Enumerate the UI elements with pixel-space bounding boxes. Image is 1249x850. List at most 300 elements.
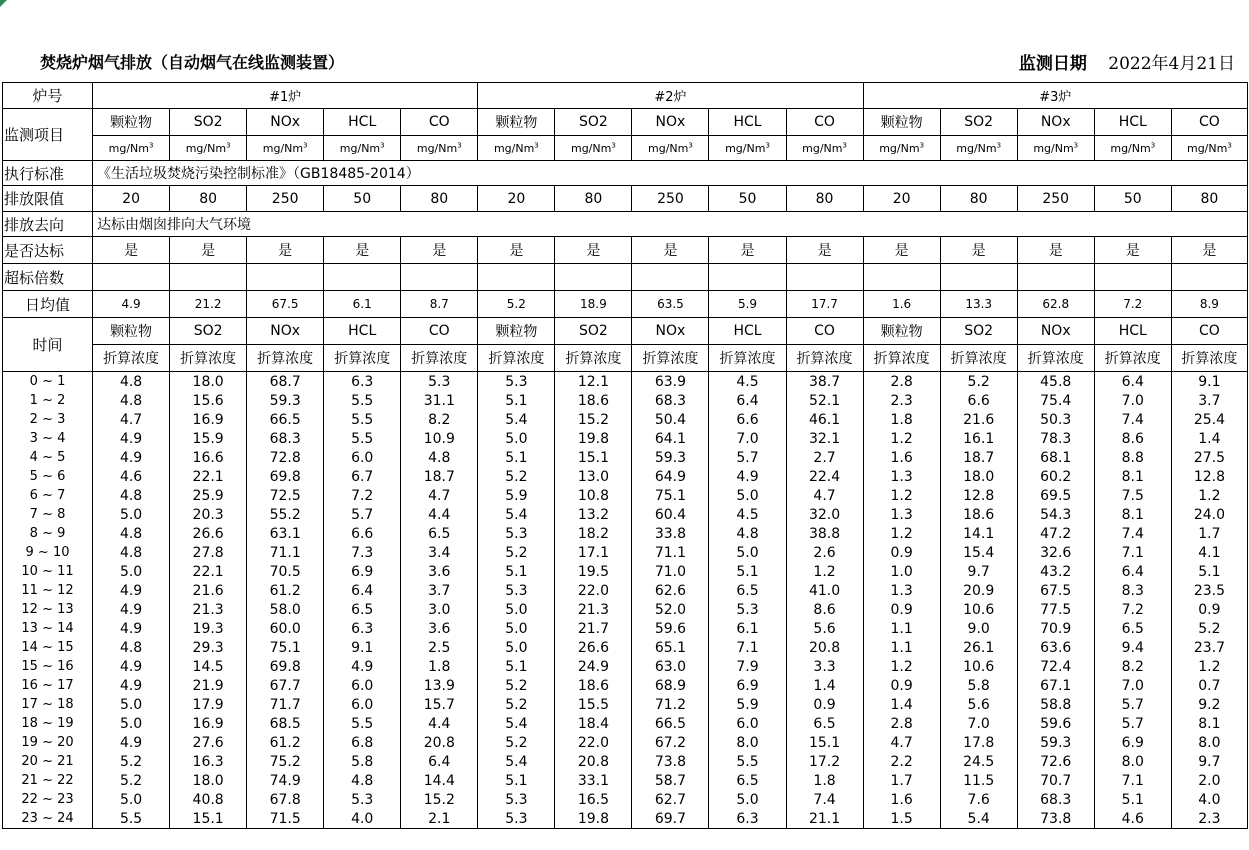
conc-value: 13.0 xyxy=(555,467,632,486)
unit-superscript: 3 xyxy=(842,140,847,149)
conc-value: 1.7 xyxy=(1171,524,1247,543)
furnace-label: 炉号 xyxy=(3,83,93,109)
unit-text: mg/Nm xyxy=(262,141,304,155)
unit-superscript: 3 xyxy=(380,140,385,149)
conc-value: 5.2 xyxy=(478,543,555,562)
data-row xyxy=(3,448,1248,467)
conc-value: 1.2 xyxy=(863,486,940,505)
unit-text: mg/Nm xyxy=(802,141,843,155)
conc-value: 41.0 xyxy=(786,581,863,600)
conc-value: 26.6 xyxy=(170,524,247,543)
conc-value: 4.4 xyxy=(401,505,478,524)
time-range: 8 ~ 9 xyxy=(3,524,93,543)
conc-value: 60.4 xyxy=(632,505,709,524)
emission-table xyxy=(2,82,1248,829)
daily-avg-value: 6.1 xyxy=(324,291,401,318)
conc-value: 5.5 xyxy=(324,714,401,733)
exceed-value xyxy=(478,264,555,291)
conc-value: 7.1 xyxy=(1094,543,1171,562)
conc-value: 15.2 xyxy=(401,790,478,809)
date-label: 监测日期 xyxy=(1018,54,1087,74)
conc-value: 8.2 xyxy=(401,410,478,429)
conc-value: 20.3 xyxy=(170,505,247,524)
conc-value: 71.7 xyxy=(247,695,324,714)
conc-value: 4.9 xyxy=(93,448,170,467)
conc-value: 23.7 xyxy=(1171,638,1247,657)
conc-value: 8.1 xyxy=(1094,505,1171,524)
conc-value: 5.0 xyxy=(93,695,170,714)
conc-value: 4.8 xyxy=(324,771,401,790)
conc-value: 6.0 xyxy=(324,695,401,714)
conc-value: 17.1 xyxy=(555,543,632,562)
conc-value: 21.3 xyxy=(170,600,247,619)
conc-value: 1.2 xyxy=(1171,657,1247,676)
conc-value: 9.1 xyxy=(324,638,401,657)
date-value: 2022年4月21日 xyxy=(1108,54,1235,74)
unit-cell xyxy=(478,136,555,161)
conc-value: 7.1 xyxy=(709,638,786,657)
lower-pollutant-header: 颗粒物 xyxy=(863,318,940,345)
conc-value: 5.5 xyxy=(324,391,401,410)
unit-cell xyxy=(632,136,709,161)
conc-value: 0.7 xyxy=(1171,676,1247,695)
conc-value: 4.8 xyxy=(93,372,170,392)
compliant-value: 是 xyxy=(478,237,555,264)
conc-value: 0.9 xyxy=(786,695,863,714)
conc-value: 5.1 xyxy=(1171,562,1247,581)
lower-pollutant-row xyxy=(3,318,1248,345)
limit-value: 50 xyxy=(1094,186,1171,212)
exceed-value xyxy=(401,264,478,291)
time-range: 6 ~ 7 xyxy=(3,486,93,505)
conc-value: 16.1 xyxy=(940,429,1017,448)
conc-value: 5.1 xyxy=(478,771,555,790)
data-row xyxy=(3,372,1248,392)
conc-value: 15.6 xyxy=(170,391,247,410)
conc-value: 71.1 xyxy=(632,543,709,562)
conc-value: 4.9 xyxy=(93,733,170,752)
compliant-value: 是 xyxy=(170,237,247,264)
conc-value: 68.9 xyxy=(632,676,709,695)
conc-value: 1.2 xyxy=(786,562,863,581)
conc-label: 折算浓度 xyxy=(632,345,709,372)
time-range: 21 ~ 22 xyxy=(3,771,93,790)
conc-value: 26.6 xyxy=(555,638,632,657)
unit-row xyxy=(3,136,1248,161)
conc-value: 5.7 xyxy=(709,448,786,467)
conc-value: 29.3 xyxy=(170,638,247,657)
conc-value: 70.9 xyxy=(1017,619,1094,638)
conc-value: 4.7 xyxy=(93,410,170,429)
conc-value: 69.8 xyxy=(247,657,324,676)
conc-value: 2.3 xyxy=(1171,809,1247,829)
conc-value: 2.8 xyxy=(863,372,940,392)
conc-value: 16.3 xyxy=(170,752,247,771)
furnace-2-header: #2炉 xyxy=(478,83,863,109)
daily-avg-value: 13.3 xyxy=(940,291,1017,318)
conc-label: 折算浓度 xyxy=(940,345,1017,372)
conc-value: 1.6 xyxy=(863,790,940,809)
unit-superscript: 3 xyxy=(765,140,770,149)
conc-value: 5.0 xyxy=(93,714,170,733)
unit-superscript: 3 xyxy=(996,140,1002,149)
conc-label: 折算浓度 xyxy=(786,345,863,372)
conc-value: 75.2 xyxy=(247,752,324,771)
exceed-value xyxy=(170,264,247,291)
lower-pollutant-header: NOx xyxy=(632,318,709,345)
conc-value: 5.4 xyxy=(478,505,555,524)
conc-value: 5.5 xyxy=(709,752,786,771)
conc-value: 5.0 xyxy=(478,600,555,619)
daily-avg-value: 5.9 xyxy=(709,291,786,318)
conc-value: 2.6 xyxy=(786,543,863,562)
conc-value: 67.5 xyxy=(1017,581,1094,600)
time-range: 17 ~ 18 xyxy=(3,695,93,714)
unit-text: mg/Nm xyxy=(1033,141,1074,155)
exceed-value xyxy=(632,264,709,291)
conc-value: 10.6 xyxy=(940,657,1017,676)
unit-text: mg/Nm xyxy=(416,141,458,155)
unit-superscript: 3 xyxy=(919,140,925,149)
conc-value: 4.6 xyxy=(1094,809,1171,829)
time-range: 20 ~ 21 xyxy=(3,752,93,771)
conc-value: 64.9 xyxy=(632,467,709,486)
conc-value: 6.5 xyxy=(1094,619,1171,638)
conc-value: 1.3 xyxy=(863,505,940,524)
conc-value: 1.2 xyxy=(863,657,940,676)
conc-value: 50.3 xyxy=(1017,410,1094,429)
conc-value: 1.4 xyxy=(863,695,940,714)
data-row xyxy=(3,638,1248,657)
conc-label: 折算浓度 xyxy=(324,345,401,372)
conc-value: 1.8 xyxy=(863,410,940,429)
exceed-value xyxy=(1094,264,1171,291)
conc-value: 16.9 xyxy=(170,714,247,733)
conc-value: 5.0 xyxy=(709,486,786,505)
daily-avg-value: 17.7 xyxy=(786,291,863,318)
conc-value: 6.6 xyxy=(709,410,786,429)
conc-value: 58.7 xyxy=(632,771,709,790)
conc-value: 7.3 xyxy=(324,543,401,562)
pollutant-header: 颗粒物 xyxy=(863,109,940,136)
conc-label: 折算浓度 xyxy=(1171,345,1247,372)
conc-value: 69.8 xyxy=(247,467,324,486)
conc-value: 6.0 xyxy=(709,714,786,733)
conc-value: 5.0 xyxy=(93,562,170,581)
conc-value: 5.6 xyxy=(786,619,863,638)
conc-value: 5.0 xyxy=(709,543,786,562)
conc-value: 0.9 xyxy=(1171,600,1247,619)
unit-text: mg/Nm xyxy=(185,141,227,155)
compliant-value: 是 xyxy=(632,237,709,264)
conc-value: 18.0 xyxy=(170,372,247,392)
conc-value: 4.1 xyxy=(1171,543,1247,562)
conc-value: 4.8 xyxy=(93,486,170,505)
conc-value: 18.2 xyxy=(555,524,632,543)
exceed-value xyxy=(1017,264,1094,291)
exceed-value xyxy=(247,264,324,291)
compliant-value: 是 xyxy=(324,237,401,264)
conc-value: 7.4 xyxy=(1094,524,1171,543)
conc-value: 64.1 xyxy=(632,429,709,448)
cell-corner-marker xyxy=(0,0,7,7)
conc-value: 6.4 xyxy=(401,752,478,771)
conc-value: 1.4 xyxy=(1171,429,1247,448)
conc-value: 15.1 xyxy=(786,733,863,752)
conc-value: 8.6 xyxy=(1094,429,1171,448)
conc-value: 73.8 xyxy=(632,752,709,771)
conc-value: 1.2 xyxy=(1171,486,1247,505)
conc-value: 9.1 xyxy=(1171,372,1247,392)
conc-value: 68.3 xyxy=(247,429,324,448)
pollutant-header: SO2 xyxy=(170,109,247,136)
conc-value: 5.5 xyxy=(324,410,401,429)
pollutant-header: CO xyxy=(401,109,478,136)
conc-value: 16.5 xyxy=(555,790,632,809)
conc-value: 20.8 xyxy=(401,733,478,752)
compliant-value: 是 xyxy=(940,237,1017,264)
conc-value: 5.3 xyxy=(478,790,555,809)
conc-value: 4.8 xyxy=(93,524,170,543)
conc-value: 59.3 xyxy=(632,448,709,467)
conc-value: 59.6 xyxy=(1017,714,1094,733)
conc-value: 78.3 xyxy=(1017,429,1094,448)
conc-value: 5.4 xyxy=(478,410,555,429)
data-row xyxy=(3,619,1248,638)
pollutant-header: CO xyxy=(1171,109,1247,136)
conc-value: 22.4 xyxy=(786,467,863,486)
unit-text: mg/Nm xyxy=(570,141,612,155)
conc-value: 4.9 xyxy=(93,429,170,448)
conc-value: 4.9 xyxy=(324,657,401,676)
exceed-value xyxy=(555,264,632,291)
conc-value: 5.1 xyxy=(1094,790,1171,809)
conc-value: 13.9 xyxy=(401,676,478,695)
unit-cell xyxy=(401,136,478,161)
conc-value: 5.4 xyxy=(940,809,1017,829)
conc-value: 16.6 xyxy=(170,448,247,467)
conc-value: 6.5 xyxy=(401,524,478,543)
conc-label: 折算浓度 xyxy=(478,345,555,372)
conc-value: 5.7 xyxy=(324,505,401,524)
time-range: 5 ~ 6 xyxy=(3,467,93,486)
conc-value: 2.7 xyxy=(786,448,863,467)
conc-value: 68.3 xyxy=(1017,790,1094,809)
conc-value: 8.0 xyxy=(709,733,786,752)
conc-value: 4.6 xyxy=(93,467,170,486)
compliant-label: 是否达标 xyxy=(3,237,93,264)
conc-value: 63.6 xyxy=(1017,638,1094,657)
monitoring-date xyxy=(1019,49,1235,74)
conc-value: 15.7 xyxy=(401,695,478,714)
conc-value: 6.6 xyxy=(940,391,1017,410)
time-range: 10 ~ 11 xyxy=(3,562,93,581)
conc-value: 2.5 xyxy=(401,638,478,657)
conc-label: 折算浓度 xyxy=(247,345,324,372)
conc-value: 7.5 xyxy=(1094,486,1171,505)
conc-value: 66.5 xyxy=(247,410,324,429)
conc-value: 69.5 xyxy=(1017,486,1094,505)
conc-value: 18.6 xyxy=(555,391,632,410)
conc-value: 3.7 xyxy=(1171,391,1247,410)
conc-value: 2.0 xyxy=(1171,771,1247,790)
conc-value: 5.2 xyxy=(1171,619,1247,638)
conc-value: 14.4 xyxy=(401,771,478,790)
pollutant-header: SO2 xyxy=(940,109,1017,136)
unit-cell xyxy=(709,136,786,161)
conc-value: 67.1 xyxy=(1017,676,1094,695)
pollutant-header: NOx xyxy=(1017,109,1094,136)
unit-cell xyxy=(170,136,247,161)
conc-value: 62.6 xyxy=(632,581,709,600)
exceed-value xyxy=(863,264,940,291)
conc-label: 折算浓度 xyxy=(170,345,247,372)
conc-value: 60.0 xyxy=(247,619,324,638)
conc-value: 4.0 xyxy=(1171,790,1247,809)
unit-cell xyxy=(863,136,940,161)
conc-value: 1.8 xyxy=(786,771,863,790)
conc-value: 21.1 xyxy=(786,809,863,829)
conc-value: 67.2 xyxy=(632,733,709,752)
compliant-value: 是 xyxy=(786,237,863,264)
conc-value: 20.9 xyxy=(940,581,1017,600)
conc-value: 58.0 xyxy=(247,600,324,619)
unit-superscript: 3 xyxy=(534,140,539,149)
conc-value: 5.0 xyxy=(478,619,555,638)
compliant-value: 是 xyxy=(863,237,940,264)
data-row xyxy=(3,714,1248,733)
unit-text: mg/Nm xyxy=(956,141,997,155)
data-row xyxy=(3,543,1248,562)
compliant-value: 是 xyxy=(1017,237,1094,264)
conc-value: 65.1 xyxy=(632,638,709,657)
conc-value: 1.8 xyxy=(401,657,478,676)
time-range: 4 ~ 5 xyxy=(3,448,93,467)
data-row xyxy=(3,657,1248,676)
conc-value: 6.8 xyxy=(324,733,401,752)
lower-pollutant-header: HCL xyxy=(709,318,786,345)
unit-text: mg/Nm xyxy=(879,141,920,155)
destination-row xyxy=(3,212,1248,237)
time-range: 13 ~ 14 xyxy=(3,619,93,638)
conc-value: 19.3 xyxy=(170,619,247,638)
conc-value: 5.5 xyxy=(324,429,401,448)
pollutant-header: HCL xyxy=(324,109,401,136)
conc-value: 4.9 xyxy=(93,581,170,600)
daily-avg-value: 62.8 xyxy=(1017,291,1094,318)
conc-value: 21.6 xyxy=(940,410,1017,429)
conc-value: 72.5 xyxy=(247,486,324,505)
conc-value: 22.0 xyxy=(555,581,632,600)
conc-value: 63.9 xyxy=(632,372,709,392)
lower-pollutant-header: SO2 xyxy=(555,318,632,345)
conc-value: 15.2 xyxy=(555,410,632,429)
conc-value: 5.2 xyxy=(93,752,170,771)
lower-pollutant-header: 颗粒物 xyxy=(478,318,555,345)
data-row xyxy=(3,524,1248,543)
conc-value: 2.3 xyxy=(863,391,940,410)
time-range: 0 ~ 1 xyxy=(3,372,93,392)
limit-value: 20 xyxy=(863,186,940,212)
conc-value: 5.0 xyxy=(93,790,170,809)
exceed-value xyxy=(93,264,170,291)
conc-value: 71.5 xyxy=(247,809,324,829)
conc-value: 47.2 xyxy=(1017,524,1094,543)
data-row xyxy=(3,809,1248,829)
conc-value: 4.8 xyxy=(93,543,170,562)
conc-value: 5.2 xyxy=(478,695,555,714)
conc-value: 4.8 xyxy=(93,638,170,657)
data-row xyxy=(3,695,1248,714)
lower-pollutant-header: CO xyxy=(1171,318,1247,345)
daily-avg-value: 8.7 xyxy=(401,291,478,318)
conc-value: 7.0 xyxy=(1094,391,1171,410)
conc-value: 1.3 xyxy=(863,581,940,600)
conc-value: 26.1 xyxy=(940,638,1017,657)
conc-value: 6.7 xyxy=(324,467,401,486)
conc-value: 5.2 xyxy=(940,372,1017,392)
exceed-value xyxy=(786,264,863,291)
time-range: 16 ~ 17 xyxy=(3,676,93,695)
conc-label: 折算浓度 xyxy=(1094,345,1171,372)
conc-value: 8.1 xyxy=(1094,467,1171,486)
conc-value: 2.2 xyxy=(863,752,940,771)
lower-pollutant-header: NOx xyxy=(1017,318,1094,345)
daily-avg-value: 18.9 xyxy=(555,291,632,318)
conc-value: 18.4 xyxy=(555,714,632,733)
unit-cell xyxy=(786,136,863,161)
data-row xyxy=(3,429,1248,448)
conc-value: 70.5 xyxy=(247,562,324,581)
conc-value: 18.6 xyxy=(940,505,1017,524)
destination-text: 达标由烟囱排向大气环境 xyxy=(93,212,1248,237)
conc-value: 18.0 xyxy=(170,771,247,790)
exceed-value xyxy=(709,264,786,291)
limit-value: 80 xyxy=(940,186,1017,212)
conc-value: 8.3 xyxy=(1094,581,1171,600)
time-range: 18 ~ 19 xyxy=(3,714,93,733)
daily-avg-value: 21.2 xyxy=(170,291,247,318)
conc-value: 5.1 xyxy=(709,562,786,581)
conc-value: 4.9 xyxy=(93,676,170,695)
daily-avg-value: 63.5 xyxy=(632,291,709,318)
conc-value: 15.4 xyxy=(940,543,1017,562)
exceed-label: 超标倍数 xyxy=(3,264,93,291)
conc-value: 5.2 xyxy=(478,676,555,695)
conc-value: 59.6 xyxy=(632,619,709,638)
unit-text: mg/Nm xyxy=(493,141,535,155)
conc-value: 4.4 xyxy=(401,714,478,733)
unit-cell xyxy=(247,136,324,161)
conc-value: 1.7 xyxy=(863,771,940,790)
conc-value: 52.1 xyxy=(786,391,863,410)
conc-value: 17.9 xyxy=(170,695,247,714)
unit-cell xyxy=(1171,136,1247,161)
conc-value: 2.1 xyxy=(401,809,478,829)
conc-value: 27.5 xyxy=(1171,448,1247,467)
data-row xyxy=(3,505,1248,524)
conc-value: 52.0 xyxy=(632,600,709,619)
conc-value: 5.0 xyxy=(93,505,170,524)
conc-value: 5.4 xyxy=(478,752,555,771)
conc-value: 7.2 xyxy=(1094,600,1171,619)
conc-value: 6.5 xyxy=(709,581,786,600)
conc-value: 4.0 xyxy=(324,809,401,829)
time-range: 19 ~ 20 xyxy=(3,733,93,752)
conc-value: 18.7 xyxy=(940,448,1017,467)
conc-value: 3.6 xyxy=(401,562,478,581)
conc-value: 3.3 xyxy=(786,657,863,676)
